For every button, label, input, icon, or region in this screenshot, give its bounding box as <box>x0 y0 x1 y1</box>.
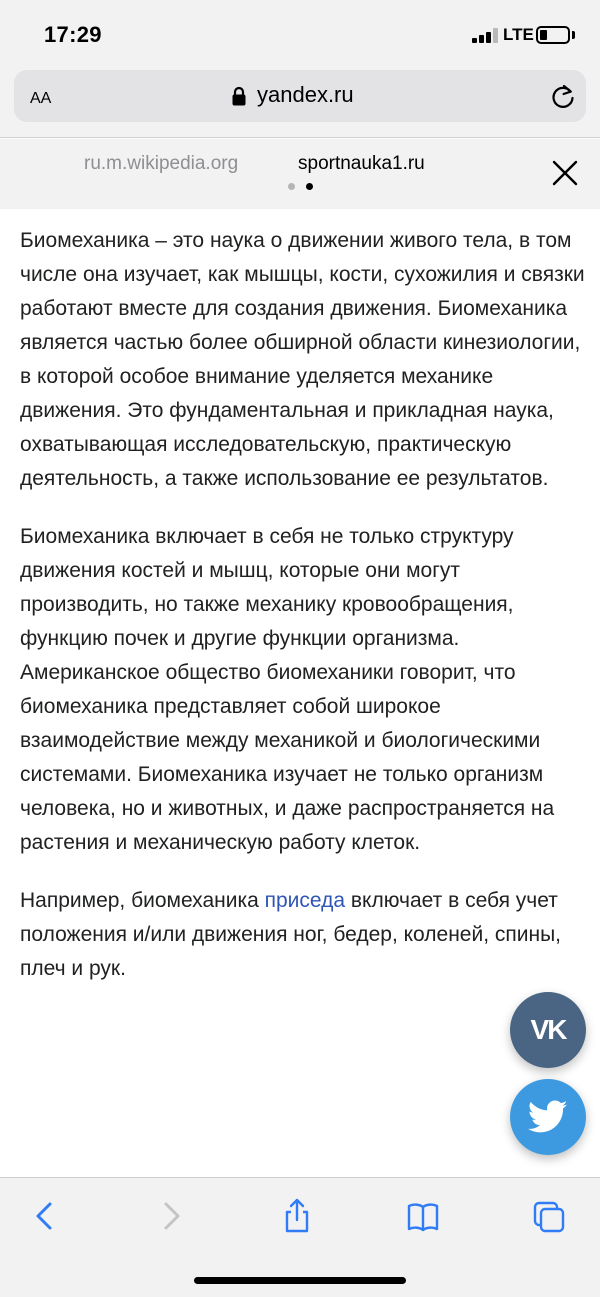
browser-address-area <box>0 66 600 138</box>
paragraph-3-start: Например, биомеханика <box>20 889 265 912</box>
tab-switcher-strip <box>0 139 600 209</box>
tab-previous[interactable]: ru.m.wikipedia.org <box>84 153 239 174</box>
battery-icon <box>536 26 570 44</box>
lock-icon <box>232 86 246 106</box>
twitter-icon <box>528 1100 568 1134</box>
bookmarks-icon[interactable] <box>406 1198 440 1234</box>
network-type: LTE <box>503 25 534 44</box>
article-paragraph-1: Биомеханика – это наука о движении живого тела, в том числе она изучает, как мышцы, кости, сухожилия и связки работают вместе для создания движения. Биомеханика является частью более обширной области кинезиологии, в которой особое внимание уделяется механике движения. Это фундаментальная и прикладная наука, охватывающая исследовательскую, практическую деятельность, а также использование ее результатов. <box>20 229 585 490</box>
twitter-share-button[interactable] <box>510 1079 586 1155</box>
status-bar <box>0 0 600 66</box>
article-content <box>20 224 588 1010</box>
close-icon[interactable] <box>552 160 578 186</box>
text-size-label: AA <box>30 90 52 107</box>
paragraph-3-end: включает в себя учет положения и/или движения ног, бедер, коленей, спины, плеч и рук. <box>20 889 562 980</box>
reload-icon[interactable] <box>550 83 576 109</box>
url-text[interactable]: yandex.ru <box>257 82 354 107</box>
article-paragraph-2: Биомеханика включает в себя не только структуру движения костей и мышц, которые они могут производить, но также механику кровообращения, функцию почек и другие функции организма. Американское общество биомеханики говорит, что биомеханика представляет собой широкое взаимодействие между механикой и биологическими системами. Биомеханика изучает не только организм человека, но и животных, и даже распространяется на растения и механическую работу клеток. <box>20 525 555 854</box>
signal-icon <box>472 27 500 43</box>
back-icon[interactable] <box>28 1198 62 1234</box>
share-icon[interactable] <box>280 1198 314 1234</box>
article-paragraph-3 <box>20 884 588 986</box>
squat-link[interactable]: приседа <box>264 889 346 912</box>
page-dot-inactive <box>288 183 295 190</box>
text-size-button[interactable] <box>30 83 51 109</box>
page-dot-active <box>306 183 313 190</box>
forward-icon[interactable] <box>154 1198 188 1234</box>
tabs-icon[interactable] <box>532 1198 566 1234</box>
vk-icon: VK <box>530 1014 566 1045</box>
tab-current[interactable]: sportnauka1.ru <box>298 153 425 174</box>
battery-tip <box>572 31 575 39</box>
vk-share-button[interactable] <box>510 992 586 1068</box>
home-indicator[interactable] <box>194 1277 406 1284</box>
address-bar[interactable] <box>14 70 586 122</box>
status-time: 17:29 <box>44 22 102 47</box>
